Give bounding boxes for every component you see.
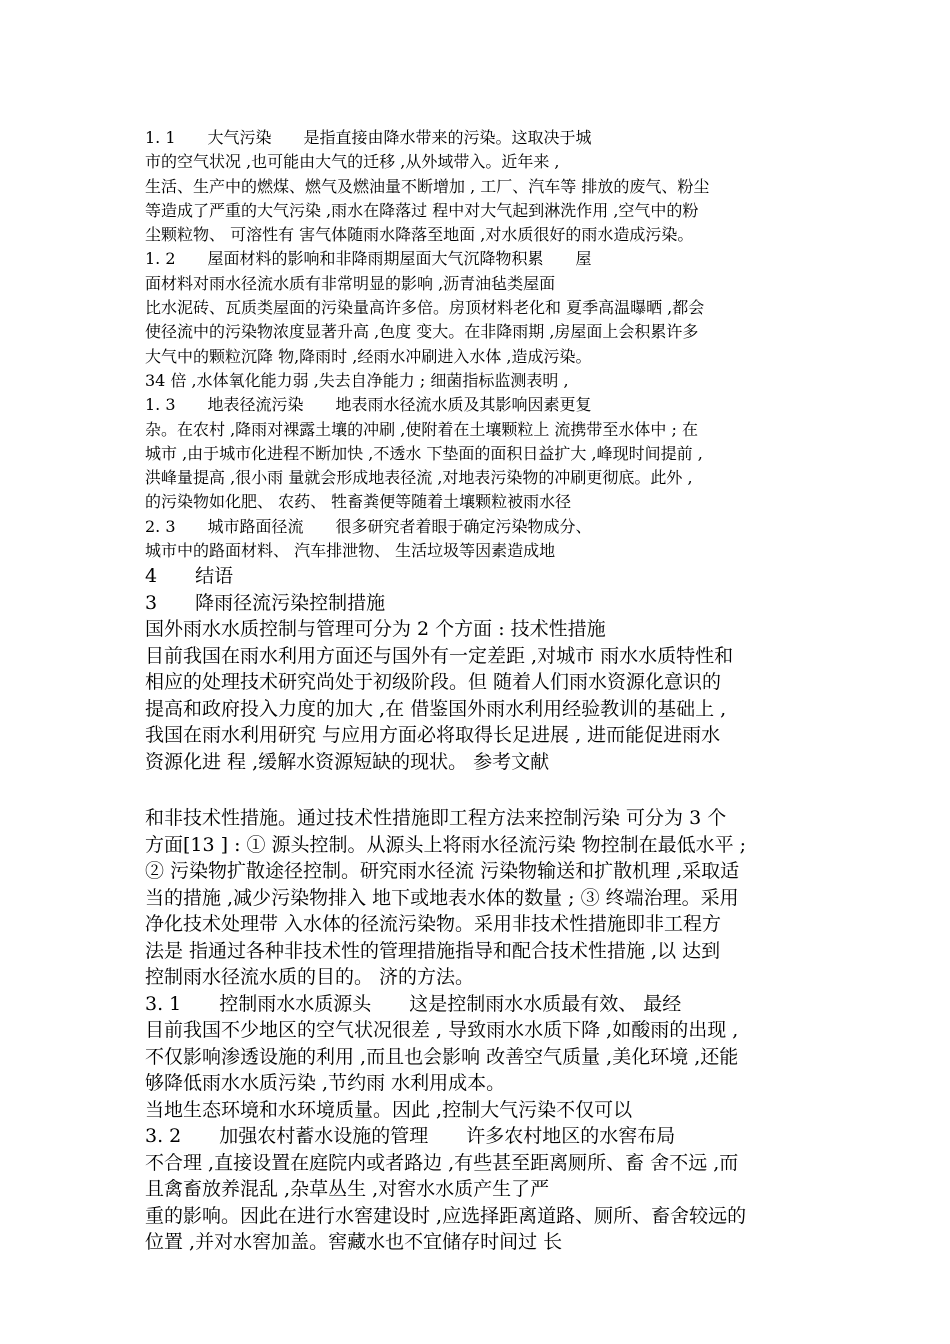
text-line: 面材料对雨水径流水质有非常明显的影响 ,沥青油毡类屋面 [145,273,556,293]
text-line: 生活、生产中的燃煤、燃气及燃油量不断增加 , 工厂、汽车等 排放的废气、粉尘 [145,176,710,196]
text-line: 控制雨水径流水质的目的。 济的方法。 [145,966,475,989]
text-line: 不合理 ,直接设置在庭院内或者路边 ,有些甚至距离厕所、畜 舍不远 ,而 [145,1151,739,1174]
text-line: 1. 1 大气污染 是指直接由降水带来的污染。这取决于城 [145,128,592,147]
text-line: 洪峰量提高 ,很小雨 量就会形成地表径流 ,对地表污染物的冲刷更彻底。此外 , [145,468,693,488]
text-line: ② 污染物扩散途径控制。研究雨水径流 污染物输送和扩散机理 ,采取适 [145,860,740,883]
text-line: 3. 1 控制雨水水质源头 这是控制雨水水质最有效、 最经 [145,992,682,1015]
text-line: 位置 ,并对水窖加盖。窖藏水也不宜储存时间过 长 [145,1231,563,1254]
text-line: 净化技术处理带 入水体的径流污染物。采用非技术性措施即非工程方 [145,913,722,936]
document-page [145,126,815,1256]
text-line: 3. 2 加强农村蓄水设施的管理 许多农村地区的水窖布局 [145,1125,676,1148]
text-line: 法是 指通过各种非技术性的管理措施指导和配合技术性措施 ,以 达到 [145,939,721,962]
text-block-control-measures [145,805,815,1256]
text-line: 且禽畜放养混乱 ,杂草丛生 ,对窖水水质产生了严 [145,1178,550,1201]
text-line: 相应的处理技术研究尚处于初级阶段。但 随着人们雨水资源化意识的 [145,671,722,694]
text-line: 重的影响。因此在进行水窖建设时 ,应选择距离道路、厕所、畜舍较远的 [145,1204,747,1227]
text-line: 2. 3 城市路面径流 很多研究者着眼于确定污染物成分、 [145,516,592,536]
text-line: 国外雨水水质控制与管理可分为 2 个方面 : 技术性措施 [145,618,606,641]
text-line: 提高和政府投入力度的加大 ,在 借鉴国外雨水利用经验教训的基础上 , [145,697,727,720]
text-line: 3 降雨径流污染控制措施 [145,591,386,614]
text-line: 和非技术性措施。通过技术性措施即工程方法来控制污染 可分为 3 个 [145,807,727,830]
text-line: 比水泥砖、瓦质类屋面的污染量高许多倍。房顶材料老化和 夏季高温曝晒 ,都会 [145,298,705,318]
text-line: 资源化进 程 ,缓解水资源短缺的现状。 参考文献 [145,750,550,773]
text-block-pollution-sources [145,126,815,563]
text-line: 的污染物如化肥、 农药、 牲畜粪便等随着土壤颗粒被雨水径 [145,492,572,512]
text-line: 城市中的路面材料、 汽车排泄物、 生活垃圾等因素造成地 [145,541,556,561]
text-line: 不仅影响渗透设施的利用 ,而且也会影响 改善空气质量 ,美化环境 ,还能 [145,1045,739,1068]
text-line: 我国在雨水利用研究 与应用方面必将取得长足进展 , 进而能促进雨水 [145,724,721,747]
text-line: 当的措施 ,减少污染物排入 地下或地表水体的数量 ; ③ 终端治理。采用 [145,886,739,909]
text-line: 杂。在农村 ,降雨对裸露土壤的冲刷 ,使附着在土壤颗粒上 流携带至水体中 ; 在 [145,419,698,439]
text-block-control-conclusion [145,563,815,775]
text-line: 尘颗粒物、 可溶性有 害气体随雨水降落至地面 ,对水质很好的雨水造成污染。 [145,225,694,245]
text-line: 方面[13 ] : ① 源头控制。从源头上将雨水径流污染 物控制在最低水平 ; [145,833,747,856]
text-line: 34 倍 ,水体氧化能力弱 ,失去自净能力 ; 细菌指标监测表明 , [145,370,569,390]
text-line: 城市 ,由于城市化进程不断加快 ,不透水 下垫面的面积日益扩大 ,峰现时间提前 , [145,443,703,463]
text-line: 够降低雨水水质污染 ,节约雨 水利用成本。 [145,1072,506,1095]
text-line: 当地生态环境和水环境质量。因此 ,控制大气污染不仅可以 [145,1098,633,1121]
text-line: 使径流中的污染物浓度显著升高 ,色度 变大。在非降雨期 ,房屋面上会积累许多 [145,322,699,342]
text-line: 目前我国不少地区的空气状况很差 , 导致雨水水质下降 ,如酸雨的出现 , [145,1019,739,1042]
text-line: 1. 3 地表径流污染 地表雨水径流水质及其影响因素更复 [145,395,592,415]
text-line: 等造成了严重的大气污染 ,雨水在降落过 程中对大气起到淋洗作用 ,空气中的粉 [145,200,699,220]
text-line: 1. 2 屋面材料的影响和非降雨期屋面大气沉降物积累 屋 [145,249,592,269]
text-line: 市的空气状况 ,也可能由大气的迁移 ,从外域带入。近年来 , [145,152,560,172]
paragraph-gap [145,775,815,805]
text-line: 目前我国在雨水利用方面还与国外有一定差距 ,对城市 雨水水质特性和 [145,644,734,667]
text-line: 大气中的颗粒沉降 物,降雨时 ,经雨水冲刷进入水体 ,造成污染。 [145,346,592,366]
text-line: 4 结语 [145,565,234,588]
